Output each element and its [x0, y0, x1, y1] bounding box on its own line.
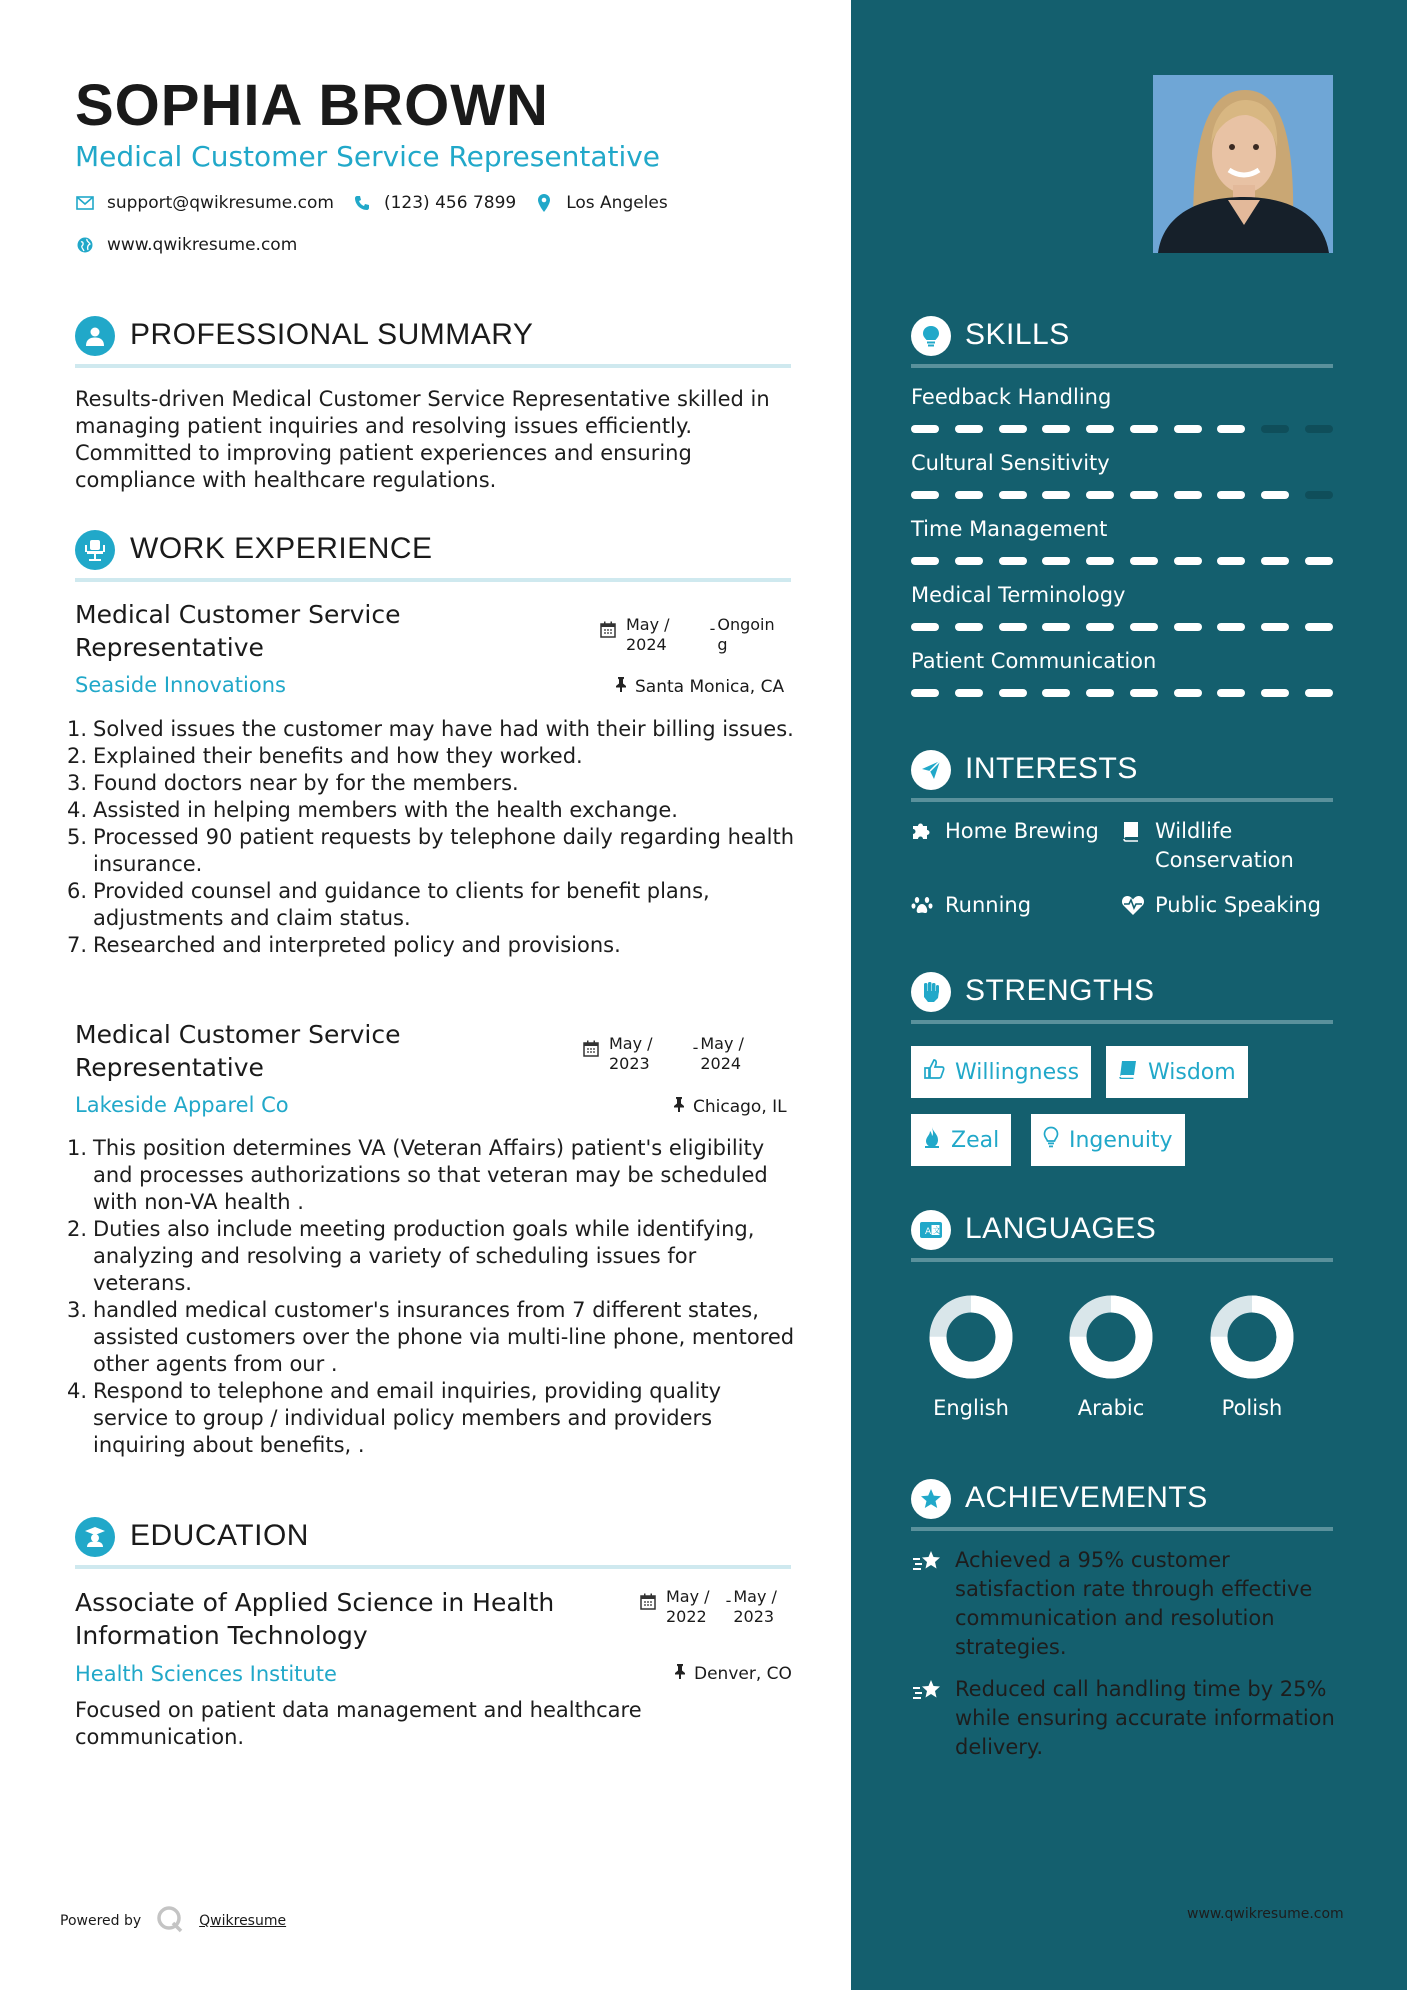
skill-dash	[1174, 557, 1202, 565]
skill-dash	[999, 689, 1027, 697]
email-link[interactable]: support@qwikresume.com	[107, 193, 334, 213]
skill-dash	[955, 557, 983, 565]
person-icon	[75, 316, 115, 356]
skill-dash	[955, 425, 983, 433]
languages-title: LANGUAGES	[965, 1212, 1157, 1245]
thumbs-up-icon	[923, 1058, 945, 1086]
list-item: 5. Processed 90 patient requests by telephone daily regarding health insurance.	[67, 825, 795, 876]
job-bullets	[67, 716, 797, 959]
skill-dash	[1042, 557, 1070, 565]
strength-label: Ingenuity	[1069, 1127, 1173, 1153]
graduate-icon	[75, 1517, 115, 1557]
end-date-a: May /	[700, 1034, 744, 1053]
candidate-role: Medical Customer Service Representative	[75, 140, 661, 173]
skill-dash	[999, 557, 1027, 565]
list-item: 3. Found doctors near by for the members.	[67, 771, 519, 795]
skills-title: SKILLS	[965, 318, 1070, 351]
achievement-text: Achieved a 95% customer satisfaction rate through effective communication and resolution strategies.	[955, 1548, 1313, 1659]
language-icon	[911, 1210, 951, 1250]
footer-powered-by	[60, 1904, 286, 1938]
skill-dash	[1042, 689, 1070, 697]
company-name: Lakeside Apparel Co	[75, 1093, 289, 1117]
puzzle-icon	[911, 820, 935, 850]
list-item: 4. Assisted in helping members with the health exchange.	[67, 798, 678, 822]
skill-dash	[1217, 425, 1245, 433]
calendar-icon	[583, 1040, 599, 1062]
language-item	[1051, 1294, 1171, 1420]
phone-icon	[352, 193, 372, 213]
language-label: Arabic	[1077, 1396, 1145, 1420]
experience-title: WORK EXPERIENCE	[130, 532, 433, 565]
end-date-a: Ongoin	[717, 615, 775, 634]
list-item: 3. handled medical customer's insurances from 7 different states, assisted customers over the phone via multi-line phone, mentored other agents from our .	[67, 1298, 795, 1376]
profile-photo	[1153, 75, 1333, 253]
start-month: May /	[666, 1587, 710, 1606]
skill-name: Time Management	[911, 517, 1108, 541]
school-name: Health Sciences Institute	[75, 1662, 337, 1686]
start-year: 2024	[626, 635, 667, 654]
skill-level-bar	[911, 425, 1333, 433]
start-year: 2023	[609, 1054, 650, 1073]
skill-name: Patient Communication	[911, 649, 1157, 673]
skill-level-bar	[911, 623, 1333, 631]
job-location-text: Chicago, IL	[693, 1096, 787, 1117]
skill-dash	[1174, 491, 1202, 499]
list-item: 1. This position determines VA (Veteran Affairs) patient's eligibility and processes authorizations so that veteran may be scheduled with non-VA health .	[67, 1136, 768, 1214]
job-bullets	[67, 1135, 797, 1459]
skill-dash	[1261, 557, 1289, 565]
achievement-text: Reduced call handling time by 25% while ensuring accurate information delivery.	[955, 1677, 1335, 1759]
skill-name: Medical Terminology	[911, 583, 1126, 607]
skill-level-bar	[911, 689, 1333, 697]
skill-dash	[1261, 491, 1289, 499]
paper-plane-icon	[911, 750, 951, 790]
flame-icon	[923, 1126, 941, 1154]
skill-dash	[1042, 425, 1070, 433]
skill-name: Feedback Handling	[911, 385, 1112, 409]
website-row	[75, 235, 297, 255]
qwikresume-logo-icon	[155, 1904, 185, 1938]
powered-by-text: Powered by	[60, 1913, 142, 1929]
skill-dash	[999, 491, 1027, 499]
skill-dash	[1042, 623, 1070, 631]
skill-dash	[1217, 491, 1245, 499]
skill-dash	[911, 425, 939, 433]
strength-label: Willingness	[955, 1059, 1080, 1085]
skill-dash	[1086, 689, 1114, 697]
skill-dash	[1086, 425, 1114, 433]
achievement-item	[911, 1546, 1341, 1662]
strengths-title: STRENGTHS	[965, 974, 1155, 1007]
skill-dash	[911, 557, 939, 565]
achievements-heading	[911, 1475, 1333, 1531]
skill-level-bar	[911, 557, 1333, 565]
skill-dash	[999, 425, 1027, 433]
skill-dash	[1174, 623, 1202, 631]
skill-dash	[1217, 557, 1245, 565]
language-donut	[1192, 1294, 1312, 1380]
interests-heading	[911, 746, 1333, 802]
book-icon	[1118, 1059, 1138, 1085]
svg-text:A: A	[925, 1227, 932, 1237]
star-icon	[911, 1479, 951, 1519]
location-text: Los Angeles	[566, 193, 668, 213]
skill-dash	[1130, 425, 1158, 433]
skill-dash	[1130, 689, 1158, 697]
list-item: 2. Duties also include meeting production goals while identifying, analyzing and resolving a variety of scheduling issues for veterans.	[67, 1217, 755, 1295]
chair-icon	[75, 530, 115, 570]
calendar-icon	[640, 1593, 656, 1615]
list-item: 7. Researched and interpreted policy and provisions.	[67, 933, 621, 957]
achievements-title: ACHIEVEMENTS	[965, 1481, 1208, 1514]
summary-text: Results-driven Medical Customer Service Representative skilled in managing patient inquiries and resolving issues efficiently. Committed to improving patient experiences and ensuring compliance with healthcare regulations.	[75, 387, 770, 492]
language-item	[1192, 1294, 1312, 1420]
skill-dash	[1042, 491, 1070, 499]
job-location	[615, 676, 784, 697]
job-dates: May / 2023 - May / 2024	[583, 1034, 744, 1074]
contact-row	[75, 193, 668, 213]
shooting-star-icon	[911, 1549, 943, 1662]
skill-dash	[1086, 557, 1114, 565]
globe-icon	[75, 235, 95, 255]
strength-label: Zeal	[951, 1127, 1000, 1153]
company-name: Seaside Innovations	[75, 673, 286, 697]
skill-dash	[1305, 557, 1333, 565]
job-title: Medical Customer Service Representative	[75, 600, 401, 662]
skill-dash	[1086, 623, 1114, 631]
skill-dash	[1261, 623, 1289, 631]
job-location	[673, 1096, 787, 1117]
list-item: 2. Explained their benefits and how they worked.	[67, 744, 583, 768]
skill-dash	[955, 491, 983, 499]
skill-dash	[1130, 557, 1158, 565]
skill-dash	[911, 689, 939, 697]
strength-tag	[911, 1046, 1091, 1098]
list-item: 6. Provided counsel and guidance to clients for benefit plans, adjustments and claim status.	[67, 879, 710, 930]
interest-label: Running	[945, 893, 1032, 917]
start-month: May /	[609, 1034, 653, 1053]
language-label: English	[933, 1396, 1009, 1420]
skill-dash	[1217, 689, 1245, 697]
strength-tag	[911, 1114, 1011, 1166]
footer-url: www.qwikresume.com	[1187, 1906, 1344, 1922]
education-heading	[75, 1513, 791, 1569]
summary-heading	[75, 312, 791, 368]
pushpin-icon	[673, 1096, 685, 1117]
education-dates: May / 2022 - May / 2023	[640, 1587, 777, 1627]
end-year: 2023	[733, 1607, 775, 1626]
skill-dash	[999, 623, 1027, 631]
job-title: Medical Customer Service Representative	[75, 1020, 401, 1082]
book-icon	[1121, 820, 1145, 875]
interests-title: INTERESTS	[965, 752, 1138, 785]
skill-dash	[1305, 623, 1333, 631]
interest-item	[1121, 817, 1341, 875]
phone-text: (123) 456 7899	[383, 193, 517, 213]
calendar-icon	[600, 621, 616, 643]
lightbulb-icon	[1043, 1126, 1059, 1154]
pushpin-icon	[615, 676, 627, 697]
website-link[interactable]: www.qwikresume.com	[107, 235, 298, 255]
language-label: Polish	[1221, 1396, 1283, 1420]
skill-dash	[911, 491, 939, 499]
strength-label: Wisdom	[1148, 1059, 1236, 1085]
job-location-text: Santa Monica, CA	[635, 676, 785, 697]
language-donut	[911, 1294, 1031, 1380]
skill-dash	[1261, 425, 1289, 433]
map-pin-icon	[534, 193, 554, 213]
skill-dash	[1217, 623, 1245, 631]
skill-dash	[1130, 623, 1158, 631]
education-location	[674, 1663, 792, 1684]
interest-item	[911, 891, 1031, 924]
degree-title: Associate of Applied Science in Health Information Technology	[75, 1588, 555, 1650]
start-year: 2022	[666, 1607, 707, 1626]
paw-icon	[911, 894, 935, 924]
candidate-name: SOPHIA BROWN	[75, 73, 549, 138]
language-donut	[1051, 1294, 1171, 1380]
education-description: Focused on patient data management and healthcare communication.	[75, 1698, 642, 1749]
strengths-heading	[911, 968, 1333, 1024]
achievement-item	[911, 1675, 1341, 1762]
envelope-icon	[75, 193, 95, 213]
skill-dash	[955, 689, 983, 697]
start-month: May /	[626, 615, 670, 634]
lightbulb-icon	[911, 316, 951, 356]
skill-dash	[1174, 425, 1202, 433]
skill-dash	[1130, 491, 1158, 499]
skill-dash	[1305, 491, 1333, 499]
languages-heading	[911, 1206, 1333, 1262]
shooting-star-icon	[911, 1678, 943, 1762]
end-month: May /	[733, 1587, 777, 1606]
heart-pulse-icon	[1121, 894, 1145, 924]
interest-label: Wildlife Conservation	[1155, 819, 1294, 872]
pushpin-icon	[674, 1663, 686, 1684]
education-title: EDUCATION	[130, 1519, 309, 1552]
interest-label: Home Brewing	[945, 819, 1099, 843]
experience-heading	[75, 526, 791, 582]
skill-dash	[1305, 425, 1333, 433]
interest-label: Public Speaking	[1155, 893, 1321, 917]
skills-heading	[911, 312, 1333, 368]
fist-icon	[911, 972, 951, 1012]
interest-item	[1121, 891, 1321, 924]
strength-tag	[1106, 1046, 1248, 1098]
skill-dash	[955, 623, 983, 631]
language-item	[911, 1294, 1031, 1420]
end-date-b: 2024	[700, 1054, 742, 1073]
skill-dash	[1174, 689, 1202, 697]
brand-link[interactable]: Qwikresume	[199, 1913, 287, 1929]
svg-text:文: 文	[932, 1226, 941, 1236]
interest-item	[911, 817, 1099, 850]
job-dates: May / 2024 - Ongoin g	[600, 615, 775, 655]
skill-dash	[911, 623, 939, 631]
list-item: 1. Solved issues the customer may have had with their billing issues.	[67, 717, 794, 741]
end-date-b: g	[717, 635, 728, 654]
skill-dash	[1261, 689, 1289, 697]
education-location-text: Denver, CO	[694, 1663, 792, 1684]
skill-dash	[1086, 491, 1114, 499]
strength-tag	[1031, 1114, 1185, 1166]
skill-dash	[1305, 689, 1333, 697]
summary-title: PROFESSIONAL SUMMARY	[130, 318, 534, 351]
list-item: 4. Respond to telephone and email inquiries, providing quality service to group / individual policy members and providers inquiring about benefits, .	[67, 1379, 722, 1457]
skill-level-bar	[911, 491, 1333, 499]
skill-name: Cultural Sensitivity	[911, 451, 1110, 475]
